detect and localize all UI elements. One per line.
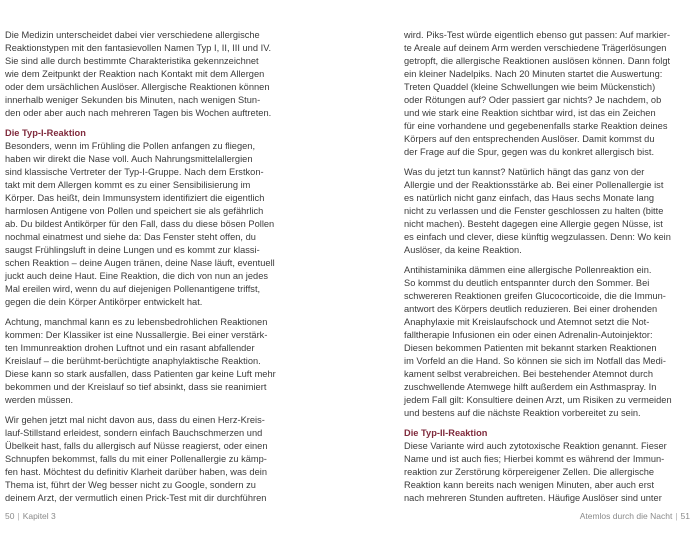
- text-line: und wie stark eine Reaktion sichtbar wird, ist das ein Zeichen: [404, 108, 656, 119]
- text-line: Antihistaminika dämmen eine allergische Pollenreaktion ein.: [404, 264, 652, 275]
- text-line: Reaktionstypen mit den fantasievollen Namen Typ I, II, III und IV.: [5, 43, 272, 54]
- text-line: nicht machen). Besteht dagegen eine Allergie gegen Nüsse, ist: [404, 219, 663, 230]
- text-line: Achtung, manchmal kann es zu lebensbedrohlichen Reaktionen: [5, 316, 268, 327]
- text-line: Schnupfen bekommst, falls du mit einer Pollenallergie zu kämp-: [5, 453, 267, 464]
- text-line: Wir gehen jetzt mal nicht davon aus, dass du einen Herz-Kreis-: [5, 414, 265, 425]
- text-line: reaktion zur Zerstörung körpereigener Zellen. Die allergische: [404, 467, 655, 477]
- text-line: haben wir direkt die Nase voll. Auch Nahrungsmittelallergien: [5, 153, 253, 164]
- text-line: wie dem Zeitpunkt der Reaktion nach Kontakt mit dem Allergen: [5, 69, 265, 80]
- text-line: Treten Quaddel (kleine Schwellungen wie beim Mückenstich): [404, 82, 656, 93]
- text-line: Diesen bekommen Patienten mit bekannt starken Reaktionen: [404, 343, 657, 354]
- text-line: und bestens auf die nächste Reaktion vorbereitet zu sein.: [404, 408, 641, 419]
- text-line: harmlosen Antigene von Pollen und speichert sie als gefährlich: [5, 206, 264, 217]
- text-line: te Areale auf deinem Arm werden verschiedene Trägerlösungen: [404, 43, 667, 54]
- text-line: Diese Variante wird auch zytotoxische Reaktion genannt. Fieser: [404, 440, 667, 451]
- text-line: der Frage auf die Spur, gegen was du konkret allergisch bist.: [404, 147, 655, 158]
- left-paragraph-3: [5, 316, 295, 407]
- right-paragraph-1: [404, 29, 694, 159]
- text-line: Besonders, wenn im Frühling die Pollen anfangen zu fliegen,: [5, 140, 256, 151]
- left-page-column: [5, 29, 295, 505]
- text-line: antwort des Körpers deutlich reduzieren. Bei einer drohenden: [404, 303, 658, 314]
- text-line: schwereren Reaktionen greifen Glucocorticoide, die die Immun-: [404, 290, 666, 301]
- left-page-footer: [5, 511, 56, 521]
- text-line: kament selbst verabreichen. Bei bestehender Atemnot durch: [404, 369, 653, 380]
- text-line: es einfach und clever, diese künftig wegzulassen. Denn: Wo kein: [404, 232, 671, 243]
- right-page-number: 51: [680, 511, 690, 521]
- text-line: bekommen und der Kreislauf so tief absinkt, dass sie reanimiert: [5, 382, 267, 393]
- text-line: es natürlich nicht ganz einfach, das Haus sechs Monate lang: [404, 193, 655, 204]
- text-line: ab. Du bildest Antikörper für den Fall, dass du diese bösen Pollen: [5, 219, 275, 230]
- text-line: den oder aber auch nach mehreren Tagen bis Wochen auftreten.: [5, 108, 272, 119]
- text-line: Die Medizin unterscheidet dabei vier verschiedene allergische: [5, 30, 260, 40]
- text-line: So kommst du deutlich entspannter durch den Sommer. Bei: [404, 277, 650, 288]
- text-line: gegen die dein Körper Antikörper entwickelt hat.: [5, 297, 203, 308]
- left-paragraph-2: [5, 140, 295, 310]
- text-line: lauf-Stillstand erleidest, sondern einfach Bauchschmerzen und: [5, 427, 263, 438]
- text-line: nach mehreren Stunden auftreten. Häufige Auslöser sind unter: [404, 493, 662, 504]
- left-paragraph-1: [5, 29, 295, 120]
- text-line: getropft, die allergische Reaktionen auslösen können. Dann folgt: [404, 56, 671, 67]
- right-paragraph-4: [404, 440, 694, 505]
- heading-typ-i-reaktion: Die Typ-I-Reaktion: [5, 127, 86, 138]
- text-line: kommen: Der Klassiker ist eine Nussallergie. Bei einer verstärk-: [5, 330, 268, 341]
- text-line: deinem Arzt, der vermutlich einen Prick-Test mit dir durchführen: [5, 493, 267, 504]
- right-paragraph-2: [404, 166, 694, 257]
- text-line: Mal ereilen wird, wenn du auf diejenigen Pollenantigene triffst,: [5, 284, 261, 295]
- right-paragraph-3: [404, 264, 694, 421]
- footer-separator-left: |: [17, 511, 20, 521]
- text-line: sind klassische Vertreter der Typ-I-Gruppe. Nach dem Erstkon-: [5, 166, 264, 177]
- text-line: Was du jetzt tun kannst? Natürlich hängt das ganz von der: [404, 166, 645, 177]
- text-line: fen hast. Möchtest du definitiv Klarheit darüber haben, was dein: [5, 467, 267, 477]
- text-line: Thema ist, führt der Weg besser nicht zu Google, sondern zu: [5, 480, 256, 491]
- text-line: jedem Fall gilt: Konsultiere deinen Arzt, um Risiken zu vermeiden: [404, 395, 672, 406]
- text-line: oder dem ursächlichen Auslöser. Allergische Reaktionen können: [5, 82, 270, 93]
- left-paragraph-4: [5, 414, 295, 505]
- text-line: Kreislauf – die berühmt-berüchtigte anaphylaktische Reaktion.: [5, 356, 261, 367]
- text-line: takt mit dem Allergen kommt es zu einer Sensibilisierung im: [5, 180, 251, 191]
- text-line: nochmal einatmest und siehe da: Das Fenster steht offen, du: [5, 232, 256, 243]
- text-line: Name und ist auch fies; Hierbei kommt es während der Immun-: [404, 453, 665, 464]
- right-page-footer: [580, 511, 690, 521]
- text-line: juckt auch deine Haut. Eine Reaktion, die dich von nun an jedes: [5, 271, 269, 282]
- text-line: werden müssen.: [5, 395, 74, 406]
- text-line: nicht zu verlassen und die Fenster geschlossen zu halten (bitte: [404, 206, 664, 217]
- text-line: schen Reaktion – deine Augen tränen, deine Nase läuft, eventuell: [5, 258, 275, 269]
- text-line: ten Immunreaktion drohen Luftnot und ein rasant abfallender: [5, 343, 255, 354]
- text-line: wird. Piks-Test würde eigentlich ebenso gut passen: Auf markier-: [404, 30, 671, 40]
- left-chapter-label: Kapitel 3: [22, 511, 56, 521]
- text-line: Allergie und der Reaktionsstärke ab. Bei einer Pollenallergie ist: [404, 180, 664, 191]
- text-line: saugst Frühlingsluft in deine Lungen und es kommt zur klassi-: [5, 245, 260, 256]
- text-line: innerhalb weniger Sekunden bis Minuten, nach wenigen Stun-: [5, 95, 261, 106]
- text-line: Körpers auf den entsprechenden Auslöser. Damit kommst du: [404, 134, 655, 145]
- heading-typ-ii-reaktion: Die Typ-II-Reaktion: [404, 427, 488, 438]
- text-line: Sie sind alle durch bestimmte Charakteristika gekennzeichnet: [5, 56, 259, 67]
- text-line: im Vorfeld an die Hand. So können sie sich im Notfall das Medi-: [404, 356, 666, 367]
- left-page-number: 50: [5, 511, 15, 521]
- text-line: Auslöser, da keine Reaktion.: [404, 245, 522, 256]
- text-line: Übelkeit hast, falls du allergisch auf Nüsse reagierst, oder einen: [5, 440, 268, 451]
- text-line: falltherapie Infusionen ein oder einen Adrenalin-Autoinjektor:: [404, 330, 653, 341]
- text-line: Diese kann so stark ausfallen, dass Patienten gar keine Luft mehr: [5, 369, 276, 380]
- text-line: Anaphylaxie mit Kreislaufschock und Atemnot setzt die Not-: [404, 316, 650, 327]
- text-line: für eine vorhandene und gegebenenfalls starke Reaktion deines: [404, 121, 668, 132]
- footer-separator-right: |: [675, 511, 678, 521]
- right-running-title: Atemlos durch die Nacht: [579, 511, 673, 521]
- text-line: oder Rötungen auf? Oder passiert gar nichts? Je nachdem, ob: [404, 95, 662, 106]
- text-line: Reaktion kann bereits nach wenigen Minuten, aber auch erst: [404, 480, 655, 491]
- text-line: Körper. Das heißt, dein Immunsystem identifiziert die eigentlich: [5, 193, 265, 204]
- text-line: zuschwellende Atemwege hilft außerdem ein Asthmaspray. In: [404, 382, 657, 393]
- right-page-column: [404, 29, 694, 505]
- text-line: ein kleiner Nadelpiks. Nach 20 Minuten startet die Auswertung:: [404, 69, 663, 80]
